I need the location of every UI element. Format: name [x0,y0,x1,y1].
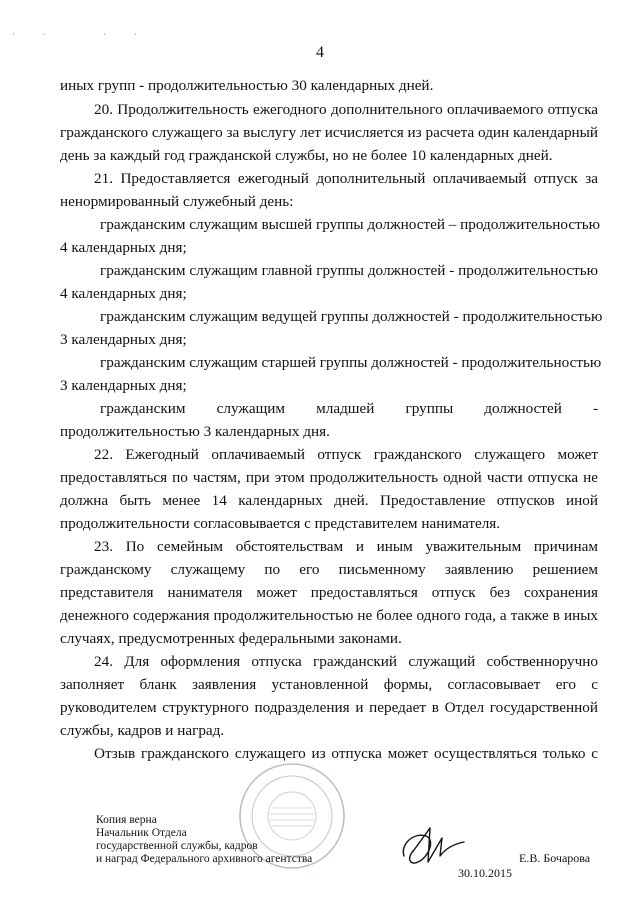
text-line: гражданским служащим ведущей группы должностей - продолжительностью [100,308,603,325]
text-line: предоставляться по частям, при этом продолжительность одной части отпуска не [60,469,598,486]
text-line: иных групп - продолжительностью 30 календарных дней. [60,77,434,94]
text-line: денежного содержания продолжительностью не более одного года, а также в иных [60,607,598,624]
text-line: гражданским служащим высшей группы должностей – продолжительностью [100,216,600,233]
text-line: 4 календарных дня; [60,239,187,256]
signer-name: Е.В. Бочарова [519,851,591,865]
copy-verified-label: Копия верна [96,814,157,826]
text-line: гражданскому служащему по его письменному заявлению решением [60,561,598,578]
text-line: 21. Предоставляется ежегодный дополнительный оплачиваемый отпуск за [94,170,598,187]
handwritten-signature [398,822,470,872]
copy-certification [96,814,312,866]
text-line: гражданского служащего за выслугу лет исчисляется из расчета один календарный [60,124,598,141]
text-line: заполняет бланк заявления установленной формы, согласовывает его с [60,676,598,693]
text-line: ненормированный служебный день: [60,193,294,210]
text-line: продолжительности согласовывается с представителем нанимателя. [60,515,501,532]
text-line: 23. По семейным обстоятельствам и иным уважительным причинам [94,538,598,555]
text-line: руководителем структурного подразделения и передает в Отдел государственной [60,699,598,716]
text-line: 24. Для оформления отпуска гражданский служащий собственноручно [94,653,598,670]
text-line: гражданским служащим главной группы должностей - продолжительностью [100,262,598,279]
signer-position-line1: Начальник Отдела [96,827,187,839]
text-line: продолжительностью 3 календарных дня. [60,423,330,440]
scan-specks: ·· ·· [12,30,165,39]
text-line: 3 календарных дня; [60,331,187,348]
text-line: службы, кадров и наград. [60,722,225,739]
text-line: представителя нанимателя может предоставляться отпуск без сохранения [60,584,598,601]
text-line: 22. Ежегодный оплачиваемый отпуск гражданского служащего может [94,446,598,463]
text-line: Отзыв гражданского служащего из отпуска может осуществляться только с [94,745,598,762]
text-line: должна быть менее 14 календарных дней. Предоставление отпусков иной [60,492,598,509]
text-line: 4 календарных дня; [60,285,187,302]
text-line: 20. Продолжительность ежегодного дополнительного оплачиваемого отпуска [94,101,598,118]
text-line: день за каждый год гражданской службы, но не более 10 календарных дней. [60,147,553,164]
text-line: гражданским служащим младшей группы должностей - [100,400,598,417]
text-line: гражданским служащим старшей группы должностей - продолжительностью [100,354,602,371]
signature-date: 30.10.2015 [458,866,512,880]
text-line: случаях, предусмотренных федеральными законами. [60,630,402,647]
signer-position-line3: и наград Федерального архивного агентства [96,853,313,865]
text-line: 3 календарных дня; [60,377,187,394]
signer-position-line2: государственной службы, кадров [96,840,258,852]
page-number: 4 [316,44,324,61]
